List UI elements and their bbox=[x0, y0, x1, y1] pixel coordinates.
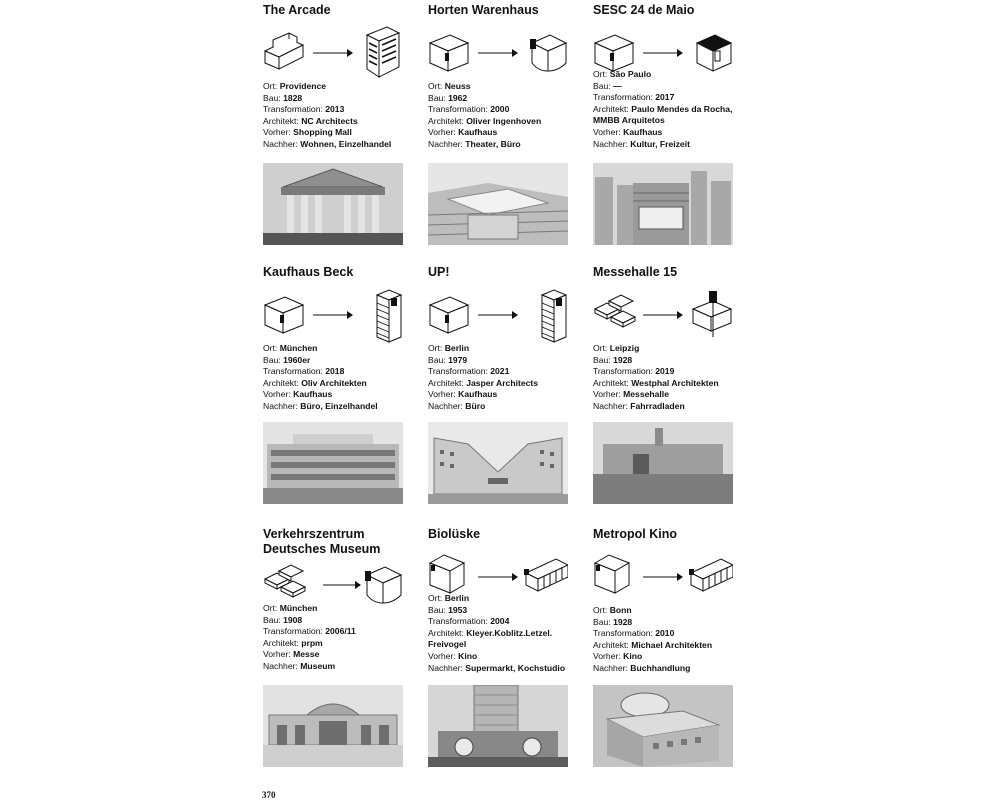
project-meta: Ort: Neuss Bau: 1962 Transformation: 2000 Architekt: Oliver Ingenhoven Vorher: Kaufhaus Nachher: Theater, Büro bbox=[428, 81, 542, 149]
vorher-value: Messe bbox=[293, 649, 320, 660]
transformation-diagram bbox=[593, 549, 733, 605]
project-meta: Ort: Berlin Bau: 1953 Transformation: 2004 Architekt: Kleyer.Koblitz.Letzel. Freivogel Vorher: Kino Nachher: Supermarkt, Kochstudio bbox=[428, 593, 566, 673]
project-title: Metropol Kino bbox=[593, 527, 678, 541]
project-meta: Ort: München Bau: 1908 Transformation: 2006/11 Architekt: prpm Vorher: Messe Nachher: Museum bbox=[263, 603, 356, 671]
page-number: 370 bbox=[262, 790, 276, 800]
nachher-value: Kultur, Freizeit bbox=[630, 138, 690, 149]
project-meta: Ort: Berlin Bau: 1979 Transformation: 2021 Architekt: Jasper Architects Vorher: Kaufhaus Nachher: Büro bbox=[428, 343, 539, 411]
project-photo bbox=[263, 685, 403, 767]
project-title: UP! bbox=[428, 265, 450, 279]
transformation-diagram bbox=[263, 25, 403, 81]
vorher-value: Messehalle bbox=[623, 389, 669, 400]
bau-value: 1928 bbox=[613, 616, 633, 627]
project-meta: Ort: Providence Bau: 1828 Transformation: 2013 Architekt: NC Architects Vorher: Shopping Mall Nachher: Wohnen, Einzelhandel bbox=[263, 81, 392, 149]
nachher-value: Wohnen, Einzelhandel bbox=[300, 138, 392, 149]
vorher-value: Kino bbox=[458, 650, 478, 661]
ort-value: Neuss bbox=[444, 81, 471, 91]
transformation-diagram bbox=[428, 287, 568, 343]
architekt-value: Oliv Architekten bbox=[301, 377, 367, 388]
nachher-value: Theater, Büro bbox=[465, 138, 521, 149]
vorher-value: Kaufhaus bbox=[623, 126, 663, 137]
vorher-value: Shopping Mall bbox=[293, 127, 352, 138]
project-photo bbox=[428, 163, 568, 245]
project-title: Horten Warenhaus bbox=[428, 3, 539, 17]
architekt-value: Michael Architekten bbox=[631, 639, 713, 650]
vorher-value: Kino bbox=[623, 651, 643, 662]
ort-value: São Paulo bbox=[609, 69, 652, 79]
transformation-value: 2004 bbox=[490, 616, 510, 627]
ort-value: Berlin bbox=[444, 593, 470, 603]
transformation-diagram bbox=[593, 287, 733, 343]
bau-value: 1828 bbox=[283, 92, 303, 103]
project-photo bbox=[428, 422, 568, 504]
bau-value: 1979 bbox=[448, 354, 468, 365]
project-title: Messehalle 15 bbox=[593, 265, 678, 279]
project-photo bbox=[593, 685, 733, 767]
vorher-value: Kaufhaus bbox=[458, 389, 498, 400]
bau-value: 1928 bbox=[613, 354, 633, 365]
nachher-value: Buchhandlung bbox=[630, 662, 691, 673]
architekt-value: Paulo Mendes da Rocha, MMBB Arquitetos bbox=[593, 103, 733, 126]
ort-value: Providence bbox=[279, 81, 327, 91]
vorher-value: Kaufhaus bbox=[293, 389, 333, 400]
project-title: Biolüske bbox=[428, 527, 481, 541]
architekt-value: NC Architects bbox=[301, 115, 358, 126]
project-meta: Ort: München Bau: 1960er Transformation: 2018 Architekt: Oliv Architekten Vorher: Kaufhaus Nachher: Büro, Einzelhandel bbox=[263, 343, 378, 411]
project-photo bbox=[428, 685, 568, 767]
nachher-value: Fahrradladen bbox=[630, 400, 685, 411]
ort-value: Bonn bbox=[609, 605, 632, 615]
transformation-value: 2006/11 bbox=[325, 626, 356, 637]
project-title: SESC 24 de Maio bbox=[593, 3, 695, 17]
ort-value: Berlin bbox=[444, 343, 470, 353]
nachher-value: Büro, Einzelhandel bbox=[300, 400, 378, 411]
project-title: Kaufhaus Beck bbox=[263, 265, 354, 279]
transformation-diagram bbox=[263, 287, 403, 343]
bau-value: 1962 bbox=[448, 92, 468, 103]
project-photo bbox=[593, 163, 733, 245]
project-title: The Arcade bbox=[263, 3, 331, 17]
bau-value: 1908 bbox=[283, 614, 303, 625]
architekt-value: Oliver Ingenhoven bbox=[466, 115, 542, 126]
nachher-value: Supermarkt, Kochstudio bbox=[465, 662, 566, 673]
architekt-value: Westphal Architekten bbox=[631, 377, 719, 388]
transformation-value: 2018 bbox=[325, 366, 345, 377]
bau-value: 1953 bbox=[448, 604, 468, 615]
transformation-value: 2000 bbox=[490, 104, 510, 115]
ort-value: München bbox=[279, 343, 318, 353]
project-meta: Ort: São Paulo Bau: — Transformation: 2017 Architekt: Paulo Mendes da Rocha, MMBB Arquitetos Vorher: Kaufhaus Nachher: Kultur, Freizeit bbox=[593, 69, 733, 149]
project-photo bbox=[263, 422, 403, 504]
nachher-value: Büro bbox=[465, 400, 486, 411]
project-meta: Ort: Leipzig Bau: 1928 Transformation: 2019 Architekt: Westphal Architekten Vorher: Messehalle Nachher: Fahrradladen bbox=[593, 343, 719, 411]
project-title: Verkehrszentrum Deutsches Museum bbox=[263, 527, 381, 556]
transformation-value: 2010 bbox=[655, 628, 675, 639]
architekt-value: prpm bbox=[301, 637, 323, 648]
project-photo bbox=[263, 163, 403, 245]
bau-value: — bbox=[613, 80, 622, 91]
transformation-value: 2019 bbox=[655, 366, 675, 377]
vorher-value: Kaufhaus bbox=[458, 127, 498, 138]
transformation-value: 2013 bbox=[325, 104, 345, 115]
architekt-value: Jasper Architects bbox=[466, 377, 539, 388]
ort-value: München bbox=[279, 603, 318, 613]
bau-value: 1960er bbox=[283, 354, 311, 365]
transformation-value: 2017 bbox=[655, 92, 675, 103]
architekt-value: Kleyer.Koblitz.Letzel. Freivogel bbox=[428, 627, 553, 650]
transformation-diagram bbox=[428, 25, 568, 81]
nachher-value: Museum bbox=[300, 660, 336, 671]
project-meta: Ort: Bonn Bau: 1928 Transformation: 2010 Architekt: Michael Architekten Vorher: Kino Nachher: Buchhandlung bbox=[593, 605, 713, 673]
ort-value: Leipzig bbox=[609, 343, 640, 353]
project-photo bbox=[593, 422, 733, 504]
transformation-value: 2021 bbox=[490, 366, 510, 377]
